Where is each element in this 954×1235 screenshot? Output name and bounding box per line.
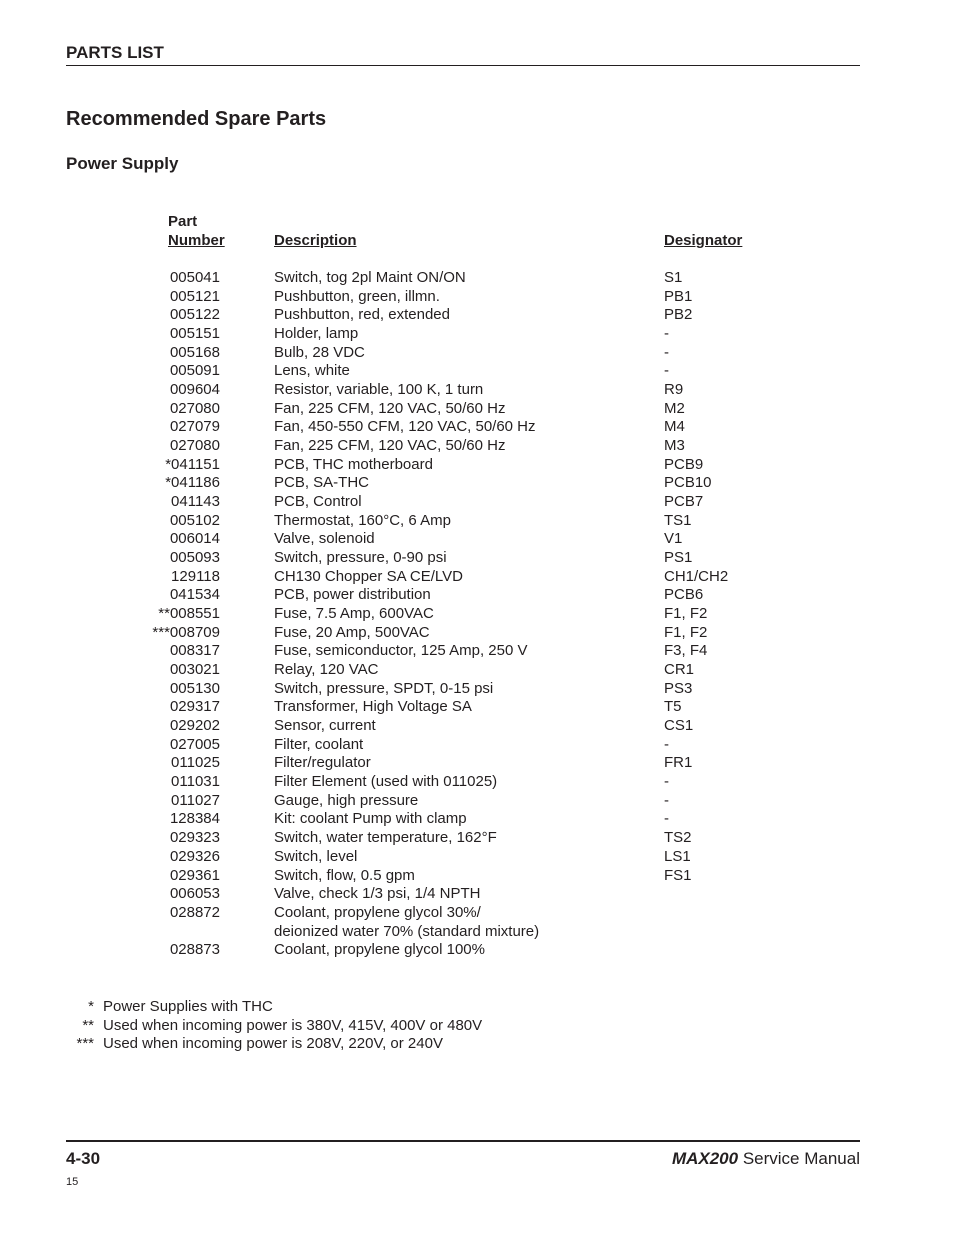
part-number: 008317 bbox=[169, 642, 220, 660]
section-subtitle: Power Supply bbox=[66, 154, 179, 173]
footer-rule bbox=[66, 1140, 860, 1142]
part-number: 005130 bbox=[169, 679, 220, 697]
table-row bbox=[0, 754, 954, 773]
model-name: MAX200 bbox=[671, 1149, 739, 1168]
designator: CS1 bbox=[664, 717, 694, 735]
table-row bbox=[0, 624, 954, 643]
table-row bbox=[0, 885, 954, 904]
table-row bbox=[0, 288, 954, 307]
part-number: *041186 bbox=[165, 474, 220, 492]
part-number: *041151 bbox=[165, 455, 220, 473]
part-number: 005102 bbox=[169, 511, 220, 529]
part-description bbox=[274, 698, 472, 717]
part-number: 011031 bbox=[171, 773, 220, 791]
part-description bbox=[274, 530, 375, 549]
part-description bbox=[274, 456, 433, 475]
part-number: 041534 bbox=[169, 586, 220, 604]
description-line: Filter Element (used with 011025) bbox=[274, 773, 498, 791]
description-line: PCB, SA-THC bbox=[274, 474, 370, 492]
part-number: 006053 bbox=[169, 885, 220, 903]
description-line: Holder, lamp bbox=[274, 325, 359, 343]
part-description bbox=[274, 661, 379, 680]
part-description bbox=[274, 642, 527, 661]
designator: LS1 bbox=[664, 847, 691, 865]
description-line: Pushbutton, red, extended bbox=[274, 306, 450, 324]
table-row bbox=[0, 381, 954, 400]
part-description bbox=[274, 736, 363, 755]
footnote bbox=[0, 1035, 954, 1054]
description-line: Fan, 450-550 CFM, 120 VAC, 50/60 Hz bbox=[274, 418, 536, 436]
description-line: PCB, power distribution bbox=[274, 586, 431, 604]
part-description bbox=[274, 269, 466, 288]
part-number: 011025 bbox=[171, 754, 220, 772]
designator: PS3 bbox=[664, 679, 693, 697]
description-line: Sensor, current bbox=[274, 717, 376, 735]
part-number: 029317 bbox=[169, 698, 220, 716]
part-header-line2: Number bbox=[168, 232, 225, 249]
part-number-column-header bbox=[168, 212, 225, 250]
designator: PS1 bbox=[664, 549, 693, 567]
designator: - bbox=[664, 810, 669, 828]
section-header: PARTS LIST bbox=[66, 43, 164, 62]
table-row bbox=[0, 344, 954, 363]
table-row bbox=[0, 512, 954, 531]
table-row bbox=[0, 530, 954, 549]
part-description bbox=[274, 717, 376, 736]
part-description bbox=[274, 568, 463, 587]
part-description bbox=[274, 381, 483, 400]
part-number: 041143 bbox=[171, 493, 220, 511]
part-description bbox=[274, 624, 430, 643]
part-number: 029361 bbox=[169, 866, 220, 884]
table-row bbox=[0, 306, 954, 325]
part-description bbox=[274, 437, 506, 456]
part-description bbox=[274, 325, 358, 344]
footnote-text: Power Supplies with THC bbox=[103, 998, 273, 1015]
description-line: Filter, coolant bbox=[274, 735, 364, 753]
description-line: Kit: coolant Pump with clamp bbox=[274, 810, 467, 828]
description-line-2: deionized water 70% (standard mixture) bbox=[274, 922, 540, 940]
part-number: 027080 bbox=[169, 437, 220, 455]
description-line: Switch, level bbox=[274, 847, 358, 865]
part-description bbox=[274, 586, 431, 605]
footnote-mark: ** bbox=[82, 1016, 94, 1034]
designator: - bbox=[664, 325, 669, 343]
table-row bbox=[0, 736, 954, 755]
part-description bbox=[274, 400, 506, 419]
table-row bbox=[0, 493, 954, 512]
table-row bbox=[0, 456, 954, 475]
manual-title bbox=[672, 1149, 860, 1169]
description-line: Fan, 225 CFM, 120 VAC, 50/60 Hz bbox=[274, 437, 506, 455]
part-number: 005122 bbox=[169, 306, 220, 324]
description-line: Fuse, semiconductor, 125 Amp, 250 V bbox=[274, 642, 528, 660]
part-description bbox=[274, 885, 480, 904]
part-header-line1: Part bbox=[168, 213, 198, 230]
part-number: 028873 bbox=[169, 941, 220, 959]
description-line: Fuse, 7.5 Amp, 600VAC bbox=[274, 605, 434, 623]
part-description bbox=[274, 848, 357, 867]
part-number: 005041 bbox=[169, 269, 220, 286]
table-row bbox=[0, 773, 954, 792]
table-row bbox=[0, 605, 954, 624]
part-description bbox=[274, 810, 467, 829]
description-line: Bulb, 28 VDC bbox=[274, 343, 365, 361]
part-number: 029323 bbox=[169, 829, 220, 847]
table-row bbox=[0, 810, 954, 829]
description-line: Switch, flow, 0.5 gpm bbox=[274, 866, 415, 884]
footnote-text: Used when incoming power is 380V, 415V, 400V or 480V bbox=[103, 1016, 483, 1034]
description-line: Thermostat, 160°C, 6 Amp bbox=[274, 511, 451, 529]
table-row bbox=[0, 698, 954, 717]
part-number: 005121 bbox=[169, 287, 220, 305]
designator: PCB9 bbox=[664, 455, 704, 473]
designator: PB1 bbox=[664, 287, 693, 305]
manual-label: Service Manual bbox=[742, 1149, 860, 1168]
table-row bbox=[0, 269, 954, 288]
table-row bbox=[0, 867, 954, 886]
part-description bbox=[274, 344, 365, 363]
description-line: CH130 Chopper SA CE/LVD bbox=[274, 567, 463, 585]
table-row bbox=[0, 474, 954, 493]
designator: F1, F2 bbox=[664, 605, 708, 623]
designator: F3, F4 bbox=[664, 642, 708, 660]
description-line: Fan, 225 CFM, 120 VAC, 50/60 Hz bbox=[274, 399, 506, 417]
description-line: Filter/regulator bbox=[274, 754, 371, 772]
table-row bbox=[0, 325, 954, 344]
part-number: 129118 bbox=[171, 567, 220, 585]
part-number: 005168 bbox=[169, 343, 220, 361]
part-description bbox=[274, 288, 440, 307]
part-description bbox=[274, 829, 497, 848]
table-row bbox=[0, 586, 954, 605]
table-row bbox=[0, 941, 954, 960]
designator: - bbox=[664, 791, 669, 809]
part-number: ***008709 bbox=[152, 623, 220, 641]
designator: - bbox=[664, 773, 669, 791]
part-description bbox=[274, 773, 497, 792]
description-line: Relay, 120 VAC bbox=[274, 661, 379, 679]
designator: FR1 bbox=[664, 754, 693, 772]
description-line: Coolant, propylene glycol 30%/ bbox=[274, 903, 481, 921]
table-row bbox=[0, 792, 954, 811]
part-number: 027005 bbox=[169, 735, 220, 753]
part-description bbox=[274, 904, 539, 941]
part-number: 006014 bbox=[169, 530, 220, 548]
designator: CH1/CH2 bbox=[664, 567, 729, 585]
designator: - bbox=[664, 362, 669, 380]
table-row bbox=[0, 642, 954, 661]
designator: M4 bbox=[664, 418, 685, 436]
designator: PCB6 bbox=[664, 586, 704, 604]
table-row bbox=[0, 661, 954, 680]
part-description bbox=[274, 867, 415, 886]
description-line: Gauge, high pressure bbox=[274, 791, 419, 809]
table-row bbox=[0, 848, 954, 867]
description-line: Pushbutton, green, illmn. bbox=[274, 287, 440, 305]
table-row bbox=[0, 549, 954, 568]
part-number: 028872 bbox=[169, 903, 220, 921]
footnotes bbox=[0, 998, 954, 1054]
description-line: Coolant, propylene glycol 100% bbox=[274, 941, 485, 959]
part-description bbox=[274, 605, 434, 624]
designator: FS1 bbox=[664, 866, 692, 884]
table-row bbox=[0, 680, 954, 699]
description-line: Valve, check 1/3 psi, 1/4 NPTH bbox=[274, 885, 481, 903]
designator: - bbox=[664, 343, 669, 361]
part-number: **008551 bbox=[158, 605, 220, 623]
description-line: PCB, Control bbox=[274, 493, 362, 511]
designator: R9 bbox=[664, 381, 684, 399]
part-description bbox=[274, 941, 485, 960]
part-number: 003021 bbox=[169, 661, 220, 679]
small-page-ref: 15 bbox=[66, 1176, 79, 1188]
part-number: 029202 bbox=[169, 717, 220, 735]
table-row bbox=[0, 904, 954, 941]
part-description bbox=[274, 306, 450, 325]
designator: PCB10 bbox=[664, 474, 712, 492]
page-number: 4-30 bbox=[66, 1149, 101, 1168]
designator: PB2 bbox=[664, 306, 693, 324]
table-row bbox=[0, 568, 954, 587]
part-description bbox=[274, 549, 447, 568]
designator: PCB7 bbox=[664, 493, 704, 511]
parts-table bbox=[0, 269, 954, 960]
designator: F1, F2 bbox=[664, 623, 708, 641]
part-number: 005091 bbox=[169, 362, 220, 380]
description-line: PCB, THC motherboard bbox=[274, 455, 433, 473]
designator: T5 bbox=[664, 698, 682, 716]
part-number: 029326 bbox=[169, 847, 220, 865]
table-row bbox=[0, 717, 954, 736]
part-number: 009604 bbox=[169, 381, 220, 399]
designator: M3 bbox=[664, 437, 685, 455]
header-rule bbox=[66, 65, 860, 66]
part-number: 011027 bbox=[171, 791, 220, 809]
designator: V1 bbox=[664, 530, 683, 548]
description-line: Switch, water temperature, 162°F bbox=[274, 829, 497, 847]
part-description bbox=[274, 680, 493, 699]
footnote-text: Used when incoming power is 208V, 220V, or 240V bbox=[103, 1035, 443, 1053]
designator: CR1 bbox=[664, 661, 695, 679]
description-column-header: Description bbox=[274, 232, 357, 249]
table-row bbox=[0, 400, 954, 419]
description-line: Resistor, variable, 100 K, 1 turn bbox=[274, 381, 484, 399]
footnote-mark: *** bbox=[76, 1035, 94, 1053]
description-line: Valve, solenoid bbox=[274, 530, 375, 548]
description-line: Lens, white bbox=[274, 362, 350, 380]
part-number: 128384 bbox=[169, 810, 220, 828]
part-description bbox=[274, 474, 369, 493]
description-line: Switch, pressure, 0-90 psi bbox=[274, 549, 447, 567]
designator-column-header: Designator bbox=[664, 232, 743, 249]
table-row bbox=[0, 437, 954, 456]
table-row bbox=[0, 418, 954, 437]
part-number: 005093 bbox=[169, 549, 220, 567]
designator: TS1 bbox=[664, 511, 692, 529]
description-line: Switch, tog 2pl Maint ON/ON bbox=[274, 269, 466, 286]
designator: - bbox=[664, 735, 669, 753]
description-line: Switch, pressure, SPDT, 0-15 psi bbox=[274, 679, 494, 697]
part-description bbox=[274, 792, 418, 811]
part-number: 027080 bbox=[169, 399, 220, 417]
description-line: Fuse, 20 Amp, 500VAC bbox=[274, 623, 430, 641]
designator: M2 bbox=[664, 399, 685, 417]
part-description bbox=[274, 754, 371, 773]
table-row bbox=[0, 362, 954, 381]
table-row bbox=[0, 829, 954, 848]
part-description bbox=[274, 362, 350, 381]
part-description bbox=[274, 512, 451, 531]
part-description bbox=[274, 418, 536, 437]
part-description bbox=[274, 493, 362, 512]
part-number: 005151 bbox=[169, 325, 220, 343]
designator: TS2 bbox=[664, 829, 692, 847]
designator: S1 bbox=[664, 269, 683, 286]
footnote bbox=[0, 998, 954, 1017]
footnote-mark: * bbox=[88, 998, 94, 1015]
part-number: 027079 bbox=[169, 418, 220, 436]
page-title: Recommended Spare Parts bbox=[66, 108, 327, 130]
footnote bbox=[0, 1017, 954, 1036]
description-line: Transformer, High Voltage SA bbox=[274, 698, 472, 716]
